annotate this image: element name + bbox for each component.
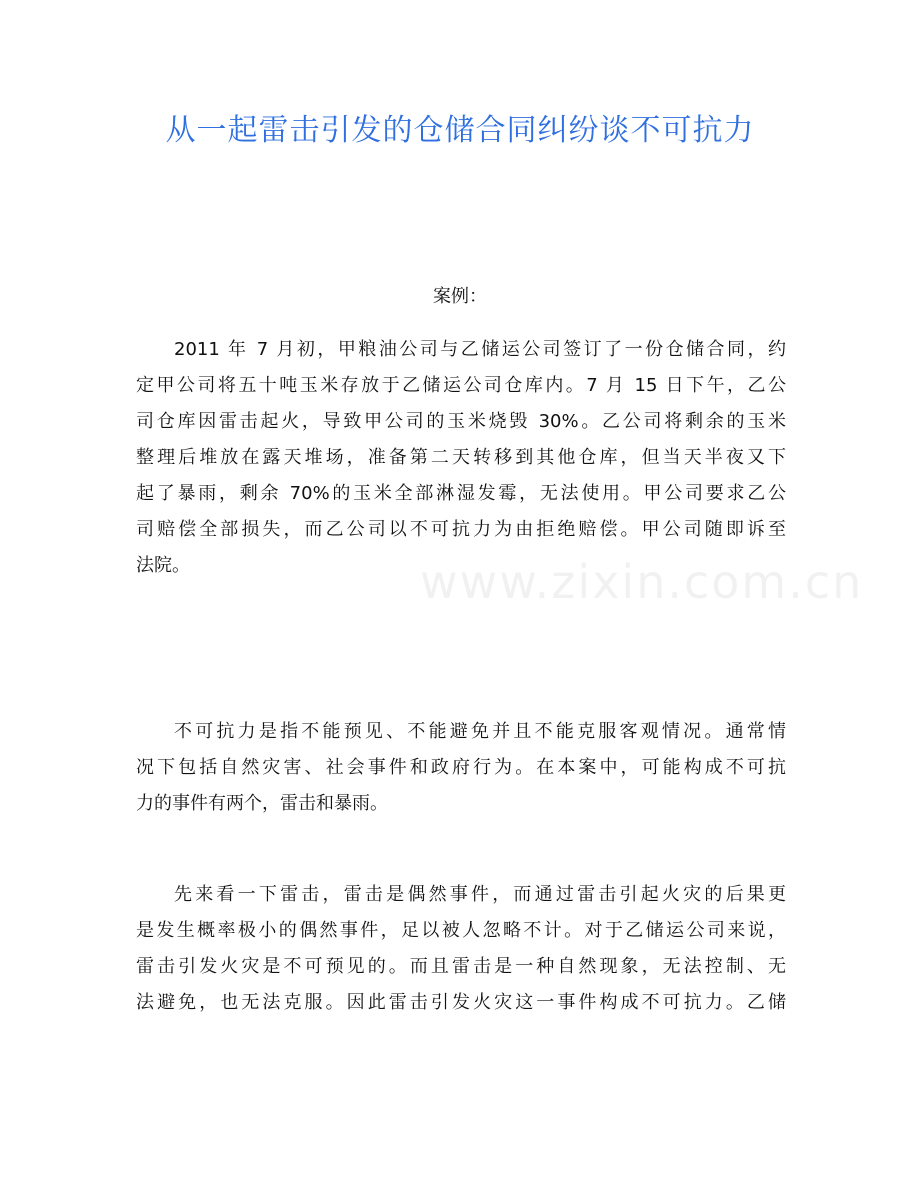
document-title: 从一起雷击引发的仓储合同纠纷谈不可抗力 <box>165 113 755 148</box>
paragraph-line: 先来看一下雷击，雷击是偶然事件，而通过雷击引起火灾的后果更 <box>174 884 786 905</box>
paragraph-line: 司赔偿全部损失，而乙公司以不可抗力为由拒绝赔偿。甲公司随即诉至 <box>136 519 786 540</box>
paragraph-line: 不可抗力是指不能预见、不能避免并且不能克服客观情况。通常情 <box>174 721 786 742</box>
paragraph-line: 雷击引发火灾是不可预见的。而且雷击是一种自然现象，无法控制、无 <box>136 956 786 977</box>
paragraph-line: 况下包括自然灾害、社会事件和政府行为。在本案中，可能构成不可抗 <box>136 757 786 778</box>
paragraph-force-majeure-definition <box>136 714 786 822</box>
watermark: www.zixin.com.cn <box>420 555 864 609</box>
paragraph-line: 定甲公司将五十吨玉米存放于乙储运公司仓库内。7 月 15 日下午，乙公 <box>136 375 786 396</box>
paragraph-line: 法院。 <box>136 555 190 576</box>
paragraph-line: 2011 年 7 月初，甲粮油公司与乙储运公司签订了一份仓储合同，约 <box>174 339 786 360</box>
paragraph-lightning-analysis <box>136 877 786 1021</box>
section-label: 案例： <box>433 286 487 307</box>
paragraph-line: 是发生概率极小的偶然事件，足以被人忽略不计。对于乙储运公司来说， <box>136 920 786 941</box>
paragraph-line: 整理后堆放在露天堆场，准备第二天转移到其他仓库，但当天半夜又下 <box>136 447 786 468</box>
paragraph-line: 力的事件有两个，雷击和暴雨。 <box>136 793 388 814</box>
paragraph-line: 法避免，也无法克服。因此雷击引发火灾这一事件构成不可抗力。乙储 <box>136 992 786 1013</box>
paragraph-line: 司仓库因雷击起火，导致甲公司的玉米烧毁 30%。乙公司将剩余的玉米 <box>136 411 786 432</box>
paragraph-case-facts <box>136 332 786 584</box>
paragraph-line: 起了暴雨，剩余 70%的玉米全部淋湿发霉，无法使用。甲公司要求乙公 <box>136 483 786 504</box>
